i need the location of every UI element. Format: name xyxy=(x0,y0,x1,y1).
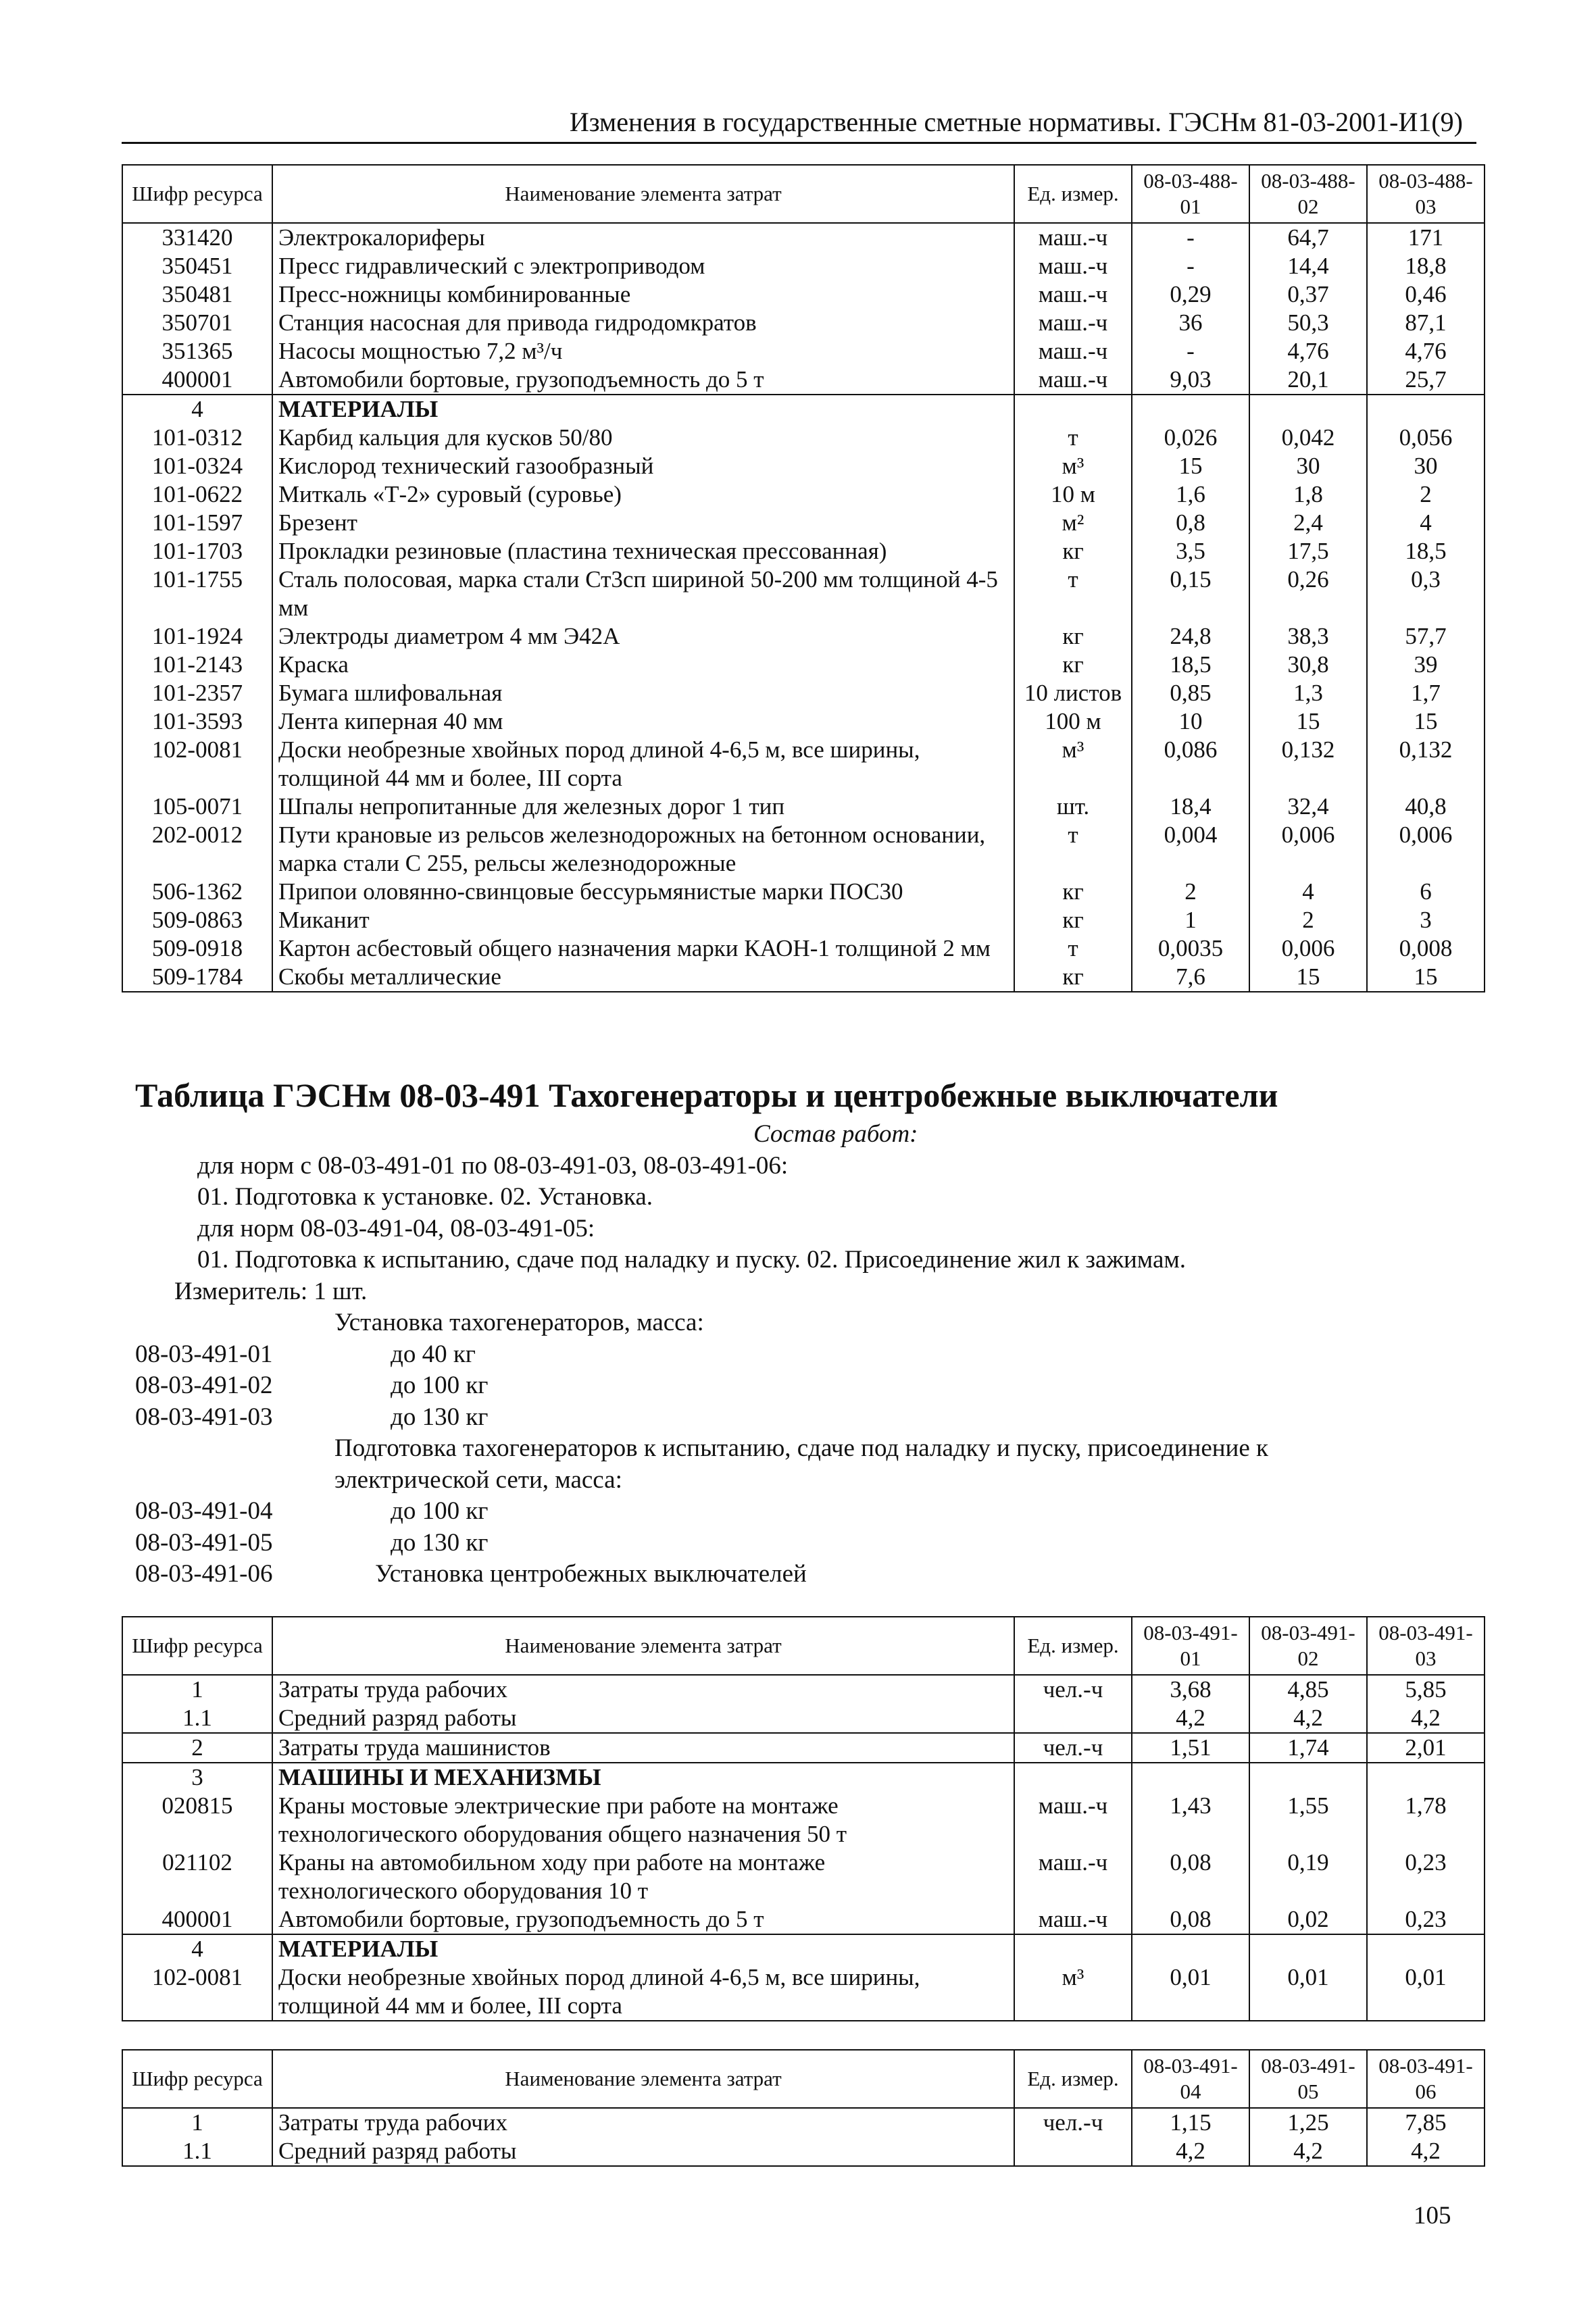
row-value-2: 4,76 xyxy=(1249,337,1367,366)
col-code: Шифр ресурса xyxy=(122,2050,272,2108)
table-row xyxy=(122,509,1485,537)
resource-table-491-a xyxy=(122,1616,1485,2021)
row-name: МАТЕРИАЛЫ xyxy=(272,1934,1014,1963)
row-value-2: 17,5 xyxy=(1249,537,1367,565)
row-code: 101-1597 xyxy=(122,509,272,537)
resource-table-488 xyxy=(122,164,1485,992)
row-value-3: 39 xyxy=(1367,651,1485,679)
col-unit: Ед. измер. xyxy=(1014,165,1132,223)
row-code: 020815 xyxy=(122,1792,272,1848)
row-name: Карбид кальция для кусков 50/80 xyxy=(272,424,1014,452)
row-value-2: 0,37 xyxy=(1249,280,1367,309)
row-value-1: 1,6 xyxy=(1132,480,1249,509)
row-code: 101-3593 xyxy=(122,707,272,736)
norm-code: 08-03-491-03 xyxy=(135,1403,273,1431)
work-line-4: 01. Подготовка к испытанию, сдаче под наладку и пуску. 02. Присоединение жил к зажимам. xyxy=(197,1246,1187,1274)
work-line-3: для норм 08-03-491-04, 08-03-491-05: xyxy=(197,1215,595,1242)
row-value-3: 0,056 xyxy=(1367,424,1485,452)
row-code: 509-1784 xyxy=(122,963,272,992)
row-name: Пресс-ножницы комбинированные xyxy=(272,280,1014,309)
row-value-1: 3,68 xyxy=(1132,1675,1249,1704)
table-row xyxy=(122,252,1485,280)
row-value-2: 0,042 xyxy=(1249,424,1367,452)
row-value-1: 0,08 xyxy=(1132,1905,1249,1934)
row-name: Миткаль «Т-2» суровый (суровье) xyxy=(272,480,1014,509)
row-unit xyxy=(1014,395,1132,424)
row-unit: кг xyxy=(1014,622,1132,651)
table-row xyxy=(122,1934,1485,1963)
row-name: Затраты труда машинистов xyxy=(272,1733,1014,1763)
row-value-3: 40,8 xyxy=(1367,793,1485,821)
row-code: 1.1 xyxy=(122,1704,272,1733)
row-value-1: 4,2 xyxy=(1132,1704,1249,1733)
row-name: Брезент xyxy=(272,509,1014,537)
row-unit: кг xyxy=(1014,878,1132,906)
row-value-1: 0,15 xyxy=(1132,565,1249,622)
row-value-1: - xyxy=(1132,223,1249,252)
norm-desc: до 130 кг xyxy=(391,1529,489,1557)
row-code: 1.1 xyxy=(122,2137,272,2166)
resource-table-491-b xyxy=(122,2049,1485,2167)
table-row xyxy=(122,366,1485,395)
row-value-3: 57,7 xyxy=(1367,622,1485,651)
row-value-1: 0,026 xyxy=(1132,424,1249,452)
row-name: Насосы мощностью 7,2 м³/ч xyxy=(272,337,1014,366)
row-value-2: 1,8 xyxy=(1249,480,1367,509)
row-value-3: 0,46 xyxy=(1367,280,1485,309)
row-code: 506-1362 xyxy=(122,878,272,906)
row-value-3: 0,006 xyxy=(1367,821,1485,878)
row-value-1: 0,29 xyxy=(1132,280,1249,309)
table-row xyxy=(122,424,1485,452)
row-value-3: 4,2 xyxy=(1367,2137,1485,2166)
row-value-1: 1,15 xyxy=(1132,2108,1249,2137)
header-text: Изменения в государственные сметные нормативы. ГЭСНм 81-03-2001-И1(9) xyxy=(569,107,1463,137)
work-line-1: для норм с 08-03-491-01 по 08-03-491-03, 08-03-491-06: xyxy=(197,1152,789,1180)
table-row xyxy=(122,622,1485,651)
row-name: Краска xyxy=(272,651,1014,679)
row-value-3 xyxy=(1367,395,1485,424)
table-body xyxy=(122,1675,1485,2021)
row-value-1: 9,03 xyxy=(1132,366,1249,395)
row-value-3: 0,008 xyxy=(1367,934,1485,963)
row-value-3: 18,5 xyxy=(1367,537,1485,565)
row-value-2: 50,3 xyxy=(1249,309,1367,337)
row-name: Станция насосная для привода гидродомкратов xyxy=(272,309,1014,337)
row-name: Средний разряд работы xyxy=(272,2137,1014,2166)
row-value-3: 15 xyxy=(1367,707,1485,736)
row-name: Бумага шлифовальная xyxy=(272,679,1014,707)
row-code: 101-0312 xyxy=(122,424,272,452)
row-code: 102-0081 xyxy=(122,1963,272,2021)
row-value-2: 4,85 xyxy=(1249,1675,1367,1704)
table-row xyxy=(122,707,1485,736)
row-name: МАШИНЫ И МЕХАНИЗМЫ xyxy=(272,1763,1014,1792)
row-unit: кг xyxy=(1014,651,1132,679)
table-row xyxy=(122,878,1485,906)
row-unit: т xyxy=(1014,821,1132,878)
row-value-3: 2 xyxy=(1367,480,1485,509)
row-code: 2 xyxy=(122,1733,272,1763)
norm-desc: Установка центробежных выключателей xyxy=(375,1560,807,1588)
row-code: 105-0071 xyxy=(122,793,272,821)
row-value-3 xyxy=(1367,1934,1485,1963)
row-name: Пути крановые из рельсов железнодорожных на бетонном основании, марка стали С 255, рельсы железнодорожные xyxy=(272,821,1014,878)
row-value-3: 1,7 xyxy=(1367,679,1485,707)
table-row xyxy=(122,309,1485,337)
row-value-2: 4,2 xyxy=(1249,2137,1367,2166)
row-code: 331420 xyxy=(122,223,272,252)
col-norm-2: 08-03-488-02 xyxy=(1249,165,1367,223)
row-code: 101-2143 xyxy=(122,651,272,679)
row-value-3: 0,3 xyxy=(1367,565,1485,622)
row-value-1: 18,4 xyxy=(1132,793,1249,821)
work-line-2: 01. Подготовка к установке. 02. Установка. xyxy=(197,1183,653,1211)
row-value-2: 1,74 xyxy=(1249,1733,1367,1763)
table-row xyxy=(122,280,1485,309)
row-value-2: 32,4 xyxy=(1249,793,1367,821)
row-value-3: 3 xyxy=(1367,906,1485,934)
row-value-1: 18,5 xyxy=(1132,651,1249,679)
row-name: Автомобили бортовые, грузоподъемность до 5 т xyxy=(272,366,1014,395)
row-value-2: 4,2 xyxy=(1249,1704,1367,1733)
row-value-3: 0,01 xyxy=(1367,1963,1485,2021)
row-unit: маш.-ч xyxy=(1014,1848,1132,1905)
row-name: Припои оловянно-свинцовые бессурьмянистые марки ПОС30 xyxy=(272,878,1014,906)
row-value-3: 6 xyxy=(1367,878,1485,906)
row-unit: шт. xyxy=(1014,793,1132,821)
row-unit: 10 листов xyxy=(1014,679,1132,707)
table-row xyxy=(122,480,1485,509)
col-code: Шифр ресурса xyxy=(122,165,272,223)
row-value-2: 1,3 xyxy=(1249,679,1367,707)
row-value-2: 0,02 xyxy=(1249,1905,1367,1934)
table-row xyxy=(122,679,1485,707)
page-number: 105 xyxy=(1414,2202,1451,2230)
row-code: 351365 xyxy=(122,337,272,366)
row-value-2 xyxy=(1249,1934,1367,1963)
col-norm-1: 08-03-491-01 xyxy=(1132,1617,1249,1675)
table-row xyxy=(122,736,1485,793)
page-header xyxy=(122,101,1476,144)
row-value-1: 0,004 xyxy=(1132,821,1249,878)
row-value-2: 0,006 xyxy=(1249,934,1367,963)
col-norm-3: 08-03-488-03 xyxy=(1367,165,1485,223)
row-unit: маш.-ч xyxy=(1014,1905,1132,1934)
row-value-2: 0,19 xyxy=(1249,1848,1367,1905)
row-unit xyxy=(1014,1704,1132,1733)
measure-unit: Измеритель: 1 шт. xyxy=(174,1278,368,1305)
row-value-2: 30 xyxy=(1249,452,1367,480)
row-value-3: 4,2 xyxy=(1367,1704,1485,1733)
table-header xyxy=(122,165,1485,223)
section-title: Таблица ГЭСНм 08-03-491 Тахогенераторы и центробежные выключатели xyxy=(135,1076,1278,1114)
table-row xyxy=(122,2108,1485,2137)
row-code: 4 xyxy=(122,1934,272,1963)
row-unit: кг xyxy=(1014,537,1132,565)
row-unit: 100 м xyxy=(1014,707,1132,736)
row-value-1: 1,43 xyxy=(1132,1792,1249,1848)
row-value-1: 2 xyxy=(1132,878,1249,906)
norm-group-2: Подготовка тахогенераторов к испытанию, сдаче под наладку и пуску, присоединение к xyxy=(334,1434,1268,1462)
row-name: Электроды диаметром 4 мм Э42А xyxy=(272,622,1014,651)
row-unit: маш.-ч xyxy=(1014,1792,1132,1848)
row-value-3: 18,8 xyxy=(1367,252,1485,280)
row-code: 101-0324 xyxy=(122,452,272,480)
row-code: 101-0622 xyxy=(122,480,272,509)
table-row xyxy=(122,963,1485,992)
row-name: Пресс гидравлический с электроприводом xyxy=(272,252,1014,280)
table-row xyxy=(122,1704,1485,1733)
row-value-3: 4 xyxy=(1367,509,1485,537)
row-unit: кг xyxy=(1014,963,1132,992)
row-code: 021102 xyxy=(122,1848,272,1905)
row-value-1: 0,01 xyxy=(1132,1963,1249,2021)
work-composition-heading: Состав работ: xyxy=(753,1120,918,1148)
row-value-2: 30,8 xyxy=(1249,651,1367,679)
norm-desc: до 100 кг xyxy=(391,1372,489,1399)
row-value-3: 0,23 xyxy=(1367,1848,1485,1905)
table-row xyxy=(122,793,1485,821)
row-value-2: 1,55 xyxy=(1249,1792,1367,1848)
row-value-3: 1,78 xyxy=(1367,1792,1485,1848)
table-row xyxy=(122,1963,1485,2021)
row-value-3: 87,1 xyxy=(1367,309,1485,337)
row-name: Картон асбестовый общего назначения марки КАОН-1 толщиной 2 мм xyxy=(272,934,1014,963)
row-value-1: 4,2 xyxy=(1132,2137,1249,2166)
row-code: 400001 xyxy=(122,1905,272,1934)
table-row xyxy=(122,1733,1485,1763)
table-row xyxy=(122,1792,1485,1848)
row-value-1: 0,85 xyxy=(1132,679,1249,707)
col-name: Наименование элемента затрат xyxy=(272,165,1014,223)
col-code: Шифр ресурса xyxy=(122,1617,272,1675)
row-value-1: 0,08 xyxy=(1132,1848,1249,1905)
row-code: 1 xyxy=(122,1675,272,1704)
row-value-1 xyxy=(1132,1763,1249,1792)
row-value-1: 15 xyxy=(1132,452,1249,480)
table-row xyxy=(122,1905,1485,1934)
table-body xyxy=(122,2108,1485,2166)
row-value-2: 0,006 xyxy=(1249,821,1367,878)
row-value-2: 2 xyxy=(1249,906,1367,934)
row-name: Кислород технический газообразный xyxy=(272,452,1014,480)
table-row xyxy=(122,537,1485,565)
row-unit: т xyxy=(1014,934,1132,963)
row-name: Скобы металлические xyxy=(272,963,1014,992)
norm-code: 08-03-491-06 xyxy=(135,1560,273,1588)
row-code: 101-1755 xyxy=(122,565,272,622)
row-value-1: - xyxy=(1132,252,1249,280)
row-value-1: 7,6 xyxy=(1132,963,1249,992)
row-value-2: 20,1 xyxy=(1249,366,1367,395)
norm-group-2-cont: электрической сети, масса: xyxy=(334,1466,622,1494)
norm-desc: до 40 кг xyxy=(391,1340,476,1368)
row-code: 509-0918 xyxy=(122,934,272,963)
row-unit: м³ xyxy=(1014,1963,1132,2021)
row-name: Краны мостовые электрические при работе на монтаже технологического оборудования общего назначения 50 т xyxy=(272,1792,1014,1848)
table-row xyxy=(122,337,1485,366)
col-unit: Ед. измер. xyxy=(1014,1617,1132,1675)
row-code: 101-1703 xyxy=(122,537,272,565)
norm-desc: до 130 кг xyxy=(391,1403,489,1431)
table-row xyxy=(122,565,1485,622)
row-code: 101-1924 xyxy=(122,622,272,651)
row-value-2 xyxy=(1249,395,1367,424)
row-value-1: - xyxy=(1132,337,1249,366)
table-row xyxy=(122,1675,1485,1704)
row-code: 350481 xyxy=(122,280,272,309)
row-code: 400001 xyxy=(122,366,272,395)
row-code: 3 xyxy=(122,1763,272,1792)
row-unit xyxy=(1014,1934,1132,1963)
row-name: Прокладки резиновые (пластина техническая прессованная) xyxy=(272,537,1014,565)
row-unit xyxy=(1014,2137,1132,2166)
row-unit: м² xyxy=(1014,509,1132,537)
row-name: Средний разряд работы xyxy=(272,1704,1014,1733)
row-value-3: 2,01 xyxy=(1367,1733,1485,1763)
row-unit: маш.-ч xyxy=(1014,252,1132,280)
row-value-1: 10 xyxy=(1132,707,1249,736)
row-value-2: 0,01 xyxy=(1249,1963,1367,2021)
row-value-1: 0,086 xyxy=(1132,736,1249,793)
row-value-3: 30 xyxy=(1367,452,1485,480)
row-unit: чел.-ч xyxy=(1014,2108,1132,2137)
row-value-2 xyxy=(1249,1763,1367,1792)
row-value-2: 1,25 xyxy=(1249,2108,1367,2137)
row-value-1: 36 xyxy=(1132,309,1249,337)
col-norm-3: 08-03-491-03 xyxy=(1367,1617,1485,1675)
norm-code: 08-03-491-02 xyxy=(135,1372,273,1399)
row-value-1 xyxy=(1132,395,1249,424)
table-row xyxy=(122,821,1485,878)
row-unit: чел.-ч xyxy=(1014,1675,1132,1704)
col-name: Наименование элемента затрат xyxy=(272,1617,1014,1675)
row-code: 1 xyxy=(122,2108,272,2137)
row-value-1: 0,0035 xyxy=(1132,934,1249,963)
table-row xyxy=(122,651,1485,679)
col-norm-1: 08-03-488-01 xyxy=(1132,165,1249,223)
row-name: Шпалы непропитанные для железных дорог 1 тип xyxy=(272,793,1014,821)
row-unit xyxy=(1014,1763,1132,1792)
row-value-3: 4,76 xyxy=(1367,337,1485,366)
row-value-2: 4 xyxy=(1249,878,1367,906)
row-value-1: 0,8 xyxy=(1132,509,1249,537)
norm-code: 08-03-491-05 xyxy=(135,1529,273,1557)
row-value-3: 0,23 xyxy=(1367,1905,1485,1934)
row-code: 509-0863 xyxy=(122,906,272,934)
row-unit: кг xyxy=(1014,906,1132,934)
col-norm-2: 08-03-491-02 xyxy=(1249,1617,1367,1675)
table-row xyxy=(122,395,1485,424)
row-name: Доски необрезные хвойных пород длиной 4-6,5 м, все ширины, толщиной 44 мм и более, III сорта xyxy=(272,1963,1014,2021)
table-header xyxy=(122,2050,1485,2108)
table-row xyxy=(122,223,1485,252)
row-name: Сталь полосовая, марка стали Ст3сп шириной 50-200 мм толщиной 4-5 мм xyxy=(272,565,1014,622)
row-value-3: 5,85 xyxy=(1367,1675,1485,1704)
row-name: Затраты труда рабочих xyxy=(272,1675,1014,1704)
row-value-3: 25,7 xyxy=(1367,366,1485,395)
col-norm-2: 08-03-491-05 xyxy=(1249,2050,1367,2108)
row-value-3: 7,85 xyxy=(1367,2108,1485,2137)
row-value-3: 0,132 xyxy=(1367,736,1485,793)
row-name: Электрокалориферы xyxy=(272,223,1014,252)
row-code: 202-0012 xyxy=(122,821,272,878)
row-unit: маш.-ч xyxy=(1014,309,1132,337)
row-name: Затраты труда рабочих xyxy=(272,2108,1014,2137)
table-row xyxy=(122,1848,1485,1905)
row-code: 4 xyxy=(122,395,272,424)
col-name: Наименование элемента затрат xyxy=(272,2050,1014,2108)
table-body xyxy=(122,223,1485,992)
row-value-2: 0,26 xyxy=(1249,565,1367,622)
row-value-2: 15 xyxy=(1249,963,1367,992)
row-unit: 10 м xyxy=(1014,480,1132,509)
row-name: Краны на автомобильном ходу при работе на монтаже технологического оборудования 10 т xyxy=(272,1848,1014,1905)
row-unit: м³ xyxy=(1014,736,1132,793)
table-row xyxy=(122,452,1485,480)
table-header xyxy=(122,1617,1485,1675)
col-unit: Ед. измер. xyxy=(1014,2050,1132,2108)
row-unit: маш.-ч xyxy=(1014,366,1132,395)
row-name: Доски необрезные хвойных пород длиной 4-6,5 м, все ширины, толщиной 44 мм и более, III сорта xyxy=(272,736,1014,793)
table-row xyxy=(122,1763,1485,1792)
row-unit: чел.-ч xyxy=(1014,1733,1132,1763)
row-code: 350451 xyxy=(122,252,272,280)
row-value-3: 15 xyxy=(1367,963,1485,992)
col-norm-3: 08-03-491-06 xyxy=(1367,2050,1485,2108)
row-value-2: 14,4 xyxy=(1249,252,1367,280)
table-row xyxy=(122,2137,1485,2166)
row-value-2: 38,3 xyxy=(1249,622,1367,651)
norm-group-1: Установка тахогенераторов, масса: xyxy=(334,1309,704,1336)
row-unit: маш.-ч xyxy=(1014,337,1132,366)
row-value-2: 64,7 xyxy=(1249,223,1367,252)
row-code: 102-0081 xyxy=(122,736,272,793)
row-value-2: 2,4 xyxy=(1249,509,1367,537)
row-value-1: 24,8 xyxy=(1132,622,1249,651)
row-value-3 xyxy=(1367,1763,1485,1792)
row-value-3: 171 xyxy=(1367,223,1485,252)
norm-code: 08-03-491-01 xyxy=(135,1340,273,1368)
row-value-1: 1 xyxy=(1132,906,1249,934)
norm-code: 08-03-491-04 xyxy=(135,1497,273,1525)
row-name: Автомобили бортовые, грузоподъемность до 5 т xyxy=(272,1905,1014,1934)
row-value-1 xyxy=(1132,1934,1249,1963)
row-unit: маш.-ч xyxy=(1014,280,1132,309)
row-value-1: 3,5 xyxy=(1132,537,1249,565)
row-name: МАТЕРИАЛЫ xyxy=(272,395,1014,424)
norm-desc: до 100 кг xyxy=(391,1497,489,1525)
row-name: Лента киперная 40 мм xyxy=(272,707,1014,736)
table-row xyxy=(122,934,1485,963)
col-norm-1: 08-03-491-04 xyxy=(1132,2050,1249,2108)
row-value-1: 1,51 xyxy=(1132,1733,1249,1763)
row-unit: т xyxy=(1014,424,1132,452)
row-value-2: 0,132 xyxy=(1249,736,1367,793)
row-name: Миканит xyxy=(272,906,1014,934)
row-unit: м³ xyxy=(1014,452,1132,480)
row-code: 350701 xyxy=(122,309,272,337)
row-unit: т xyxy=(1014,565,1132,622)
row-value-2: 15 xyxy=(1249,707,1367,736)
table-row xyxy=(122,906,1485,934)
row-code: 101-2357 xyxy=(122,679,272,707)
row-unit: маш.-ч xyxy=(1014,223,1132,252)
